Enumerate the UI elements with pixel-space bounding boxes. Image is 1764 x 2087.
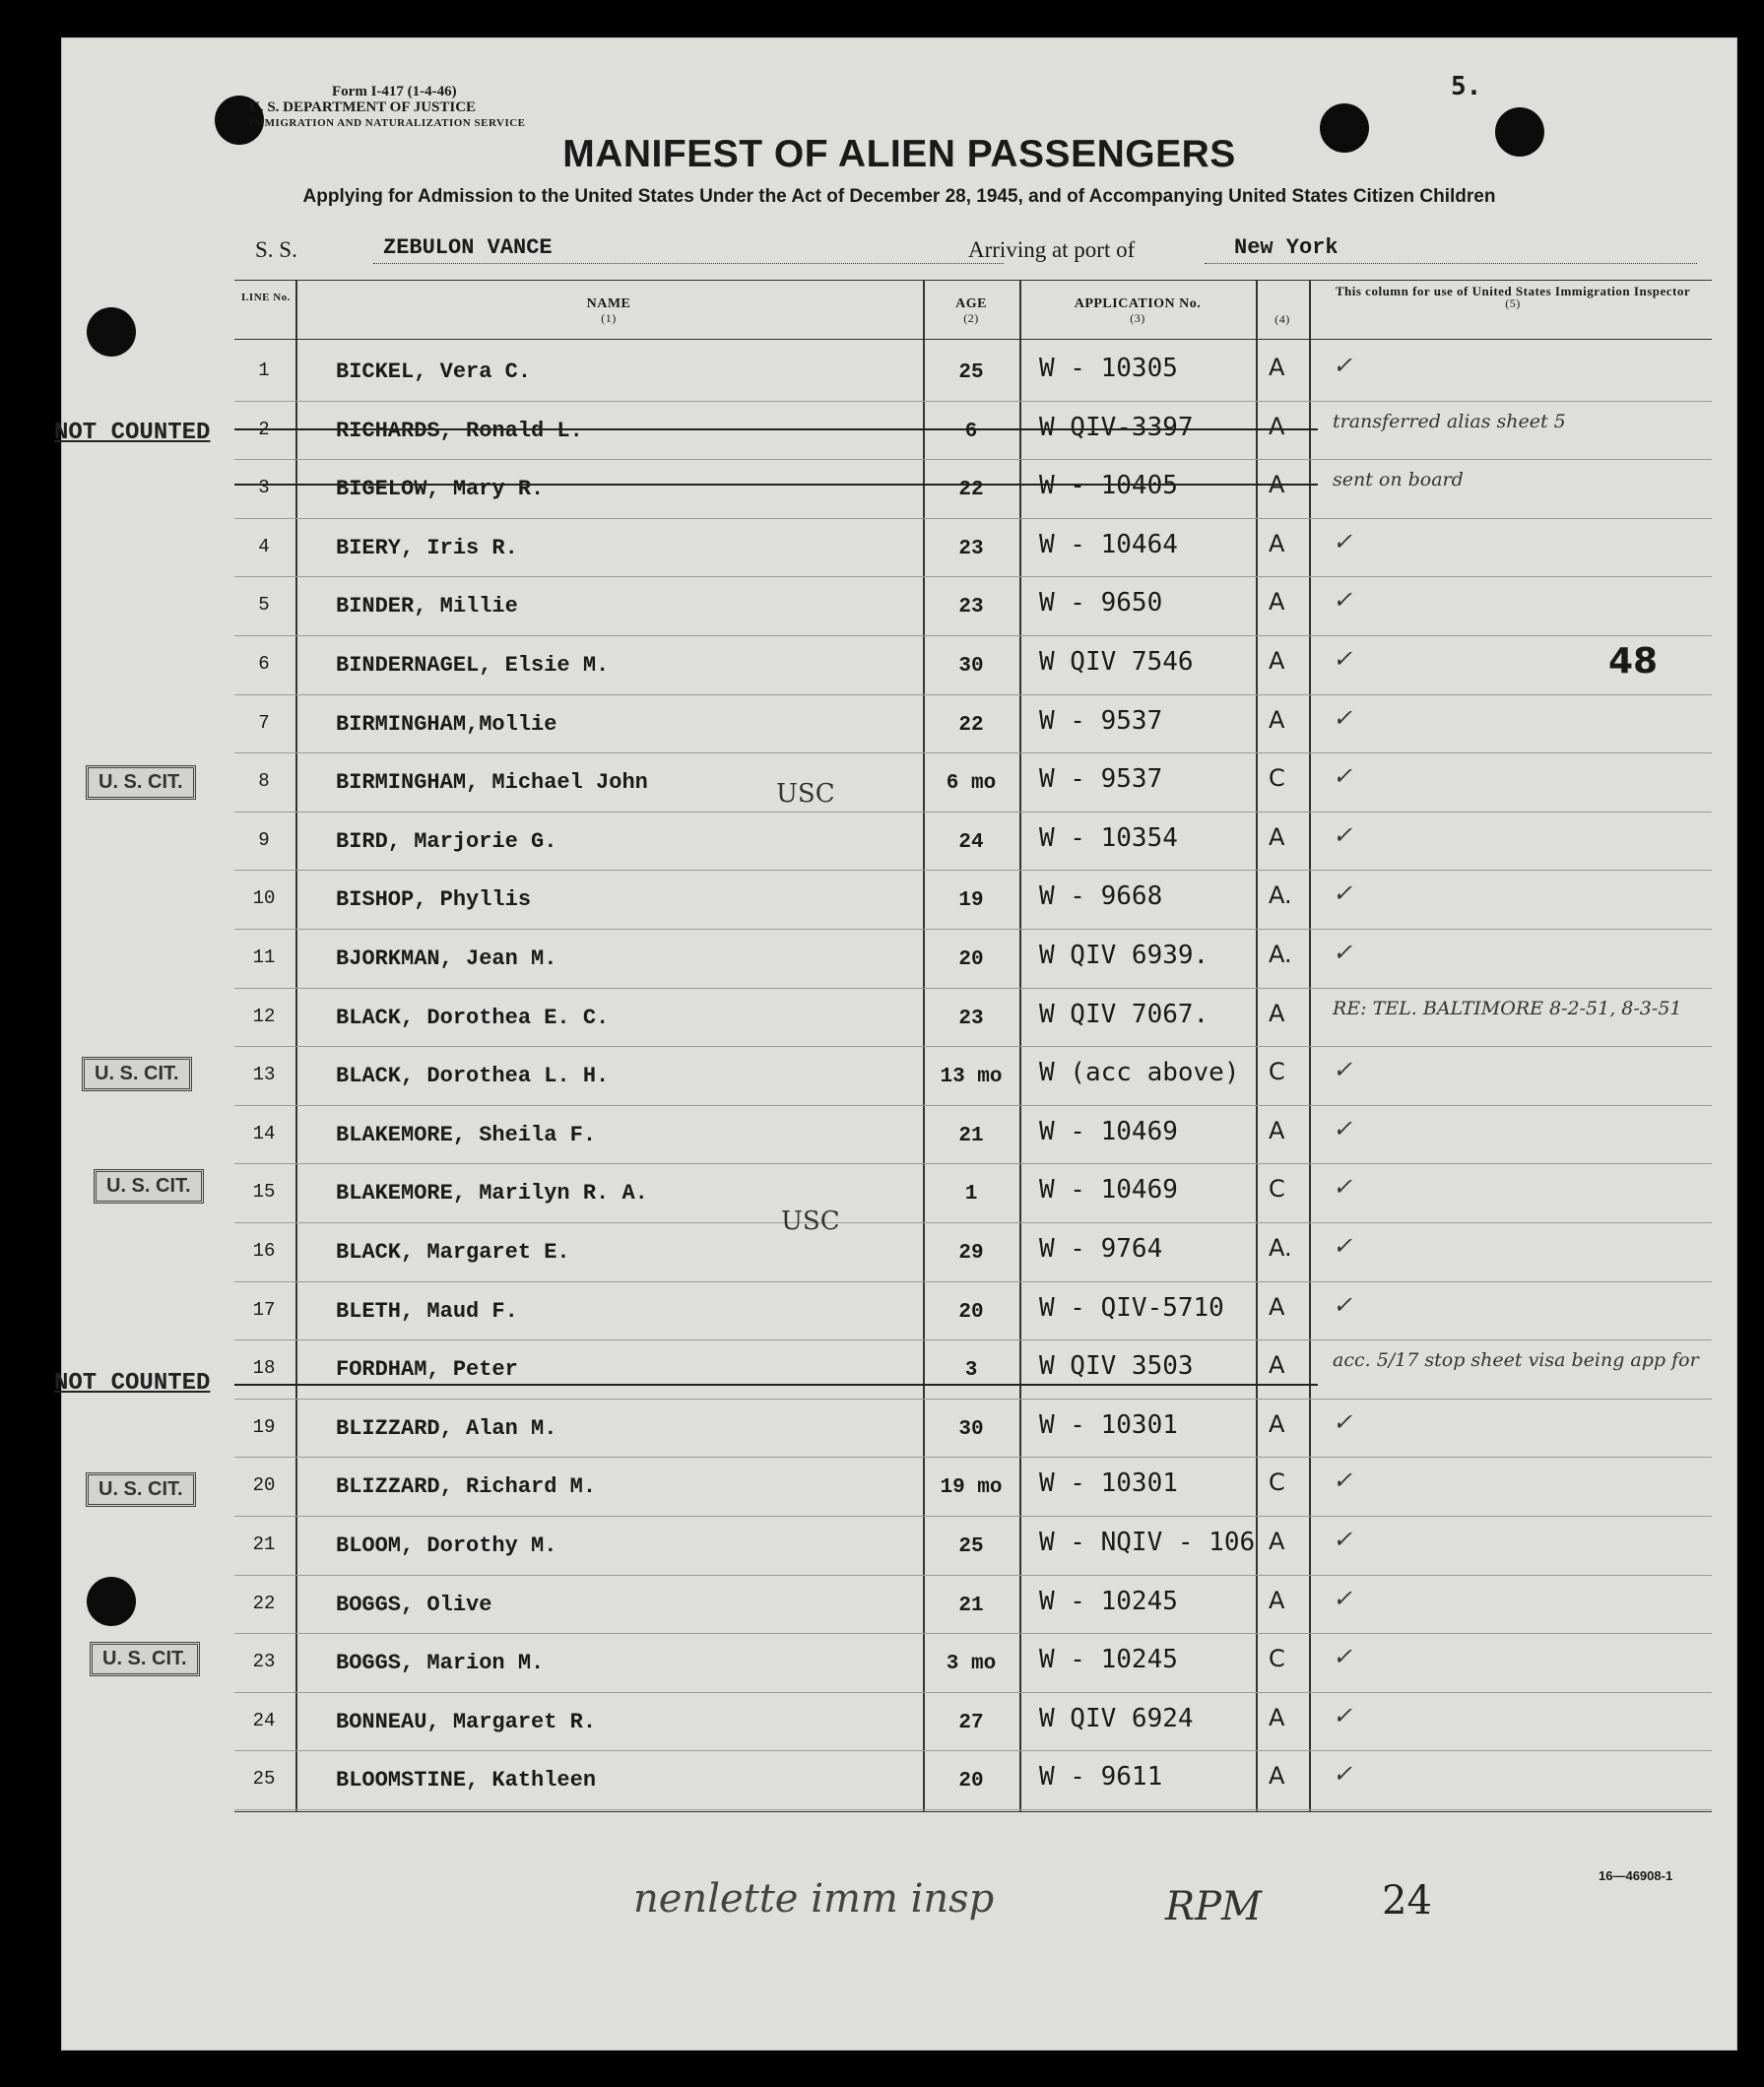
application-number: W - 9611: [1039, 1762, 1163, 1793]
table-bottom-rule: [234, 1811, 1712, 1812]
inspector-note: ✓: [1333, 762, 1353, 791]
strike-row-18: [234, 1384, 1318, 1386]
inspector-note: ✓: [1333, 1173, 1353, 1202]
line-number: 18: [252, 1357, 276, 1380]
row-rule: [234, 1516, 1712, 1517]
class-code: A: [1269, 1528, 1285, 1555]
ship-underline: [373, 263, 1004, 264]
manifest-page: [54, 37, 1737, 2051]
passenger-age: 19 mo: [940, 1476, 1003, 1500]
application-number: W - 10469: [1039, 1116, 1178, 1146]
inspector-note: ✓: [1333, 939, 1353, 966]
header-application: [1021, 296, 1254, 326]
application-number: W - 9764: [1039, 1234, 1163, 1264]
page-title: MANIFEST OF ALIEN PASSENGERS: [562, 133, 1236, 175]
line-number: 4: [258, 535, 270, 557]
passenger-age: 27: [958, 1711, 984, 1734]
inspector-note: ✓: [1333, 1760, 1353, 1789]
row-rule: [234, 1105, 1712, 1106]
line-number: 7: [258, 711, 270, 734]
passenger-age: 30: [958, 1417, 984, 1441]
passenger-age: 3: [964, 1359, 978, 1383]
passenger-name: BIERY, Iris R.: [336, 535, 518, 560]
line-number: 2: [258, 418, 270, 440]
application-number: W - 10245: [1039, 1645, 1178, 1675]
application-number: W - 9650: [1039, 588, 1163, 619]
passenger-age: 25: [958, 361, 984, 384]
not-counted-stamp: NOT COUNTED: [54, 1370, 211, 1397]
line-number: 19: [252, 1415, 276, 1438]
row-rule: [234, 518, 1712, 519]
row-rule: [234, 1046, 1712, 1047]
application-number: W - 10301: [1039, 1409, 1178, 1440]
header-class: [1258, 312, 1307, 327]
passenger-name: BJORKMAN, Jean M.: [336, 946, 557, 971]
table-top-rule: [234, 280, 1712, 281]
department-name: U. S. DEPARTMENT OF JUSTICE: [249, 99, 477, 115]
ship-label: S. S.: [255, 237, 297, 262]
header-application-number: (3): [1130, 311, 1145, 325]
passenger-name: BONNEAU, Margaret R.: [336, 1709, 597, 1734]
line-number: 17: [252, 1298, 276, 1321]
punch-hole-left-lower: [87, 1577, 136, 1626]
passenger-age: 13 mo: [940, 1066, 1003, 1089]
line-number: 23: [252, 1651, 276, 1673]
application-number: W QIV 7546: [1039, 647, 1194, 677]
form-number: Form I-417 (1-4-46): [332, 84, 457, 99]
class-code: A: [1269, 1351, 1285, 1380]
class-code: A: [1269, 471, 1285, 499]
row-rule: [234, 1281, 1712, 1282]
line-number: 13: [252, 1064, 276, 1086]
row-rule: [234, 1575, 1712, 1576]
class-code: C: [1269, 1645, 1285, 1673]
inspector-note: acc. 5/17 stop sheet visa being app for: [1333, 1349, 1699, 1372]
header-line-no-label: LINE No.: [241, 292, 291, 303]
row-rule: [234, 1809, 1712, 1810]
usc-note: USC: [776, 779, 835, 809]
row-rule: [234, 1339, 1712, 1340]
row-rule: [234, 870, 1712, 871]
line-number: 21: [252, 1533, 276, 1555]
row-rule: [234, 1692, 1712, 1693]
class-code: C: [1269, 1058, 1285, 1086]
application-number: W - 10305: [1039, 354, 1178, 383]
header-inspector: [1311, 285, 1715, 310]
row-rule: [234, 401, 1712, 402]
class-code: A: [1269, 1292, 1285, 1321]
class-code: A: [1269, 1762, 1285, 1791]
passenger-age: 1: [964, 1183, 978, 1207]
passenger-age: 23: [958, 1007, 984, 1030]
form-identification: [249, 84, 526, 131]
passenger-name: BINDERNAGEL, Elsie M.: [336, 653, 610, 678]
class-code: A: [1269, 999, 1285, 1027]
inspector-initials: RPM: [1165, 1884, 1262, 1929]
application-number: W QIV 7067.: [1039, 999, 1209, 1029]
row-rule: [234, 812, 1712, 813]
us-citizen-stamp: U. S. CIT.: [86, 765, 196, 800]
class-code: A: [1269, 1409, 1285, 1438]
header-class-number: (4): [1274, 312, 1290, 326]
application-number: W - 10469: [1039, 1175, 1178, 1206]
inspector-note: ✓: [1333, 1701, 1353, 1729]
passenger-name: BICKEL, Vera C.: [336, 359, 532, 384]
inspector-note: ✓: [1333, 586, 1353, 615]
inspector-note: ✓: [1333, 1643, 1353, 1671]
us-citizen-stamp: U. S. CIT.: [94, 1169, 204, 1204]
application-number: W QIV 3503: [1039, 1351, 1194, 1382]
class-code: A.: [1269, 941, 1292, 968]
inspector-note: RE: TEL. BALTIMORE 8-2-51, 8-3-51: [1333, 997, 1682, 1019]
passenger-age: 6: [964, 420, 978, 443]
line-number: 5: [258, 594, 270, 617]
application-number: W - 10405: [1039, 471, 1178, 501]
line-number: 25: [252, 1768, 276, 1791]
port-name: New York: [1234, 235, 1339, 260]
row-rule: [234, 635, 1712, 636]
passenger-name: BINDER, Millie: [336, 594, 518, 620]
passenger-name: BLAKEMORE, Sheila F.: [336, 1122, 597, 1147]
passenger-name: BIRMINGHAM,Mollie: [336, 711, 557, 737]
class-code: A: [1269, 647, 1285, 675]
passenger-age: 20: [958, 948, 984, 971]
class-code: C: [1269, 1175, 1285, 1204]
row-rule: [234, 1750, 1712, 1751]
inspector-note: ✓: [1333, 1232, 1353, 1260]
inspector-note: ✓: [1333, 1526, 1353, 1553]
inspector-signature: nenlette imm insp: [633, 1876, 995, 1922]
class-code: A: [1269, 705, 1285, 734]
passenger-age: 24: [958, 830, 984, 854]
line-number: 3: [258, 477, 270, 499]
service-name: IMMIGRATION AND NATURALIZATION SERVICE: [249, 117, 526, 129]
passenger-total: 48: [1608, 641, 1659, 682]
row-rule: [234, 1222, 1712, 1223]
passenger-age: 22: [958, 479, 984, 502]
passenger-age: 19: [958, 889, 984, 913]
passenger-age: 23: [958, 596, 984, 620]
row-rule: [234, 929, 1712, 930]
inspector-note: ✓: [1333, 1056, 1353, 1084]
passenger-age: 23: [958, 537, 984, 560]
us-citizen-stamp: U. S. CIT.: [82, 1057, 192, 1091]
line-number: 11: [252, 946, 276, 968]
application-number: W - QIV-5710: [1039, 1292, 1224, 1323]
line-number: 9: [258, 828, 270, 851]
passenger-name: BLIZZARD, Richard M.: [336, 1474, 597, 1500]
row-rule: [234, 459, 1712, 460]
header-line-no: [237, 291, 294, 305]
inspector-note: ✓: [1333, 1407, 1353, 1436]
header-name-number: (1): [601, 311, 617, 325]
usc-note: USC: [781, 1207, 840, 1236]
row-rule: [234, 1633, 1712, 1634]
inspector-note: ✓: [1333, 880, 1353, 908]
passenger-name: BLACK, Dorothea L. H.: [336, 1064, 610, 1089]
line-number: 12: [252, 1005, 276, 1027]
punch-hole-left-upper: [87, 307, 136, 357]
ship-name: ZEBULON VANCE: [383, 235, 553, 260]
application-number: W QIV 6924: [1039, 1703, 1194, 1733]
arriving-label: Arriving at port of: [968, 237, 1136, 262]
inspector-note: transferred alias sheet 5: [1333, 410, 1566, 432]
class-code: A: [1269, 1703, 1285, 1731]
application-number: W - NQIV - 106: [1039, 1528, 1256, 1557]
passenger-name: BISHOP, Phyllis: [336, 887, 532, 913]
header-application-label: APPLICATION No.: [1074, 296, 1202, 311]
passenger-name: BOGGS, Olive: [336, 1592, 492, 1617]
us-citizen-stamp: U. S. CIT.: [86, 1472, 196, 1507]
line-number: 8: [258, 770, 270, 793]
row-rule: [234, 988, 1712, 989]
passenger-name: BLACK, Margaret E.: [336, 1240, 570, 1265]
passenger-name: BLAKEMORE, Marilyn R. A.: [336, 1181, 648, 1207]
class-code: A: [1269, 588, 1285, 617]
inspector-note: ✓: [1333, 527, 1353, 555]
passenger-name: BOGGS, Marion M.: [336, 1651, 545, 1676]
line-number: 1: [258, 359, 270, 381]
passenger-name: BLOOMSTINE, Kathleen: [336, 1768, 597, 1794]
passenger-age: 20: [958, 1300, 984, 1324]
application-number: W (acc above): [1039, 1058, 1240, 1088]
application-number: W - 10301: [1039, 1468, 1178, 1499]
strike-row-2: [234, 428, 1318, 430]
class-code: C: [1269, 764, 1285, 793]
inspector-note: ✓: [1333, 645, 1353, 673]
line-number: 22: [252, 1592, 276, 1614]
passenger-age: 22: [958, 713, 984, 737]
header-age-number: (2): [963, 311, 979, 325]
line-number: 24: [252, 1709, 276, 1731]
row-rule: [234, 1399, 1712, 1400]
inspector-note: ✓: [1333, 1290, 1353, 1319]
passenger-age: 21: [958, 1594, 984, 1617]
line-number: 20: [252, 1474, 276, 1497]
header-inspector-label: This column for use of United States Immigration Inspector: [1335, 284, 1691, 298]
us-citizen-stamp: U. S. CIT.: [90, 1642, 200, 1676]
class-code: A: [1269, 1116, 1285, 1144]
row-rule: [234, 694, 1712, 695]
table-header-rule: [234, 339, 1712, 340]
application-number: W QIV 6939.: [1039, 941, 1209, 970]
class-code: A: [1269, 529, 1285, 557]
application-number: W - 9537: [1039, 705, 1163, 736]
inspector-note: ✓: [1333, 703, 1353, 732]
inspector-note: ✓: [1333, 820, 1353, 849]
passenger-age: 3 mo: [946, 1653, 997, 1676]
passenger-age: 30: [958, 655, 984, 678]
application-number: W - 9668: [1039, 881, 1163, 912]
passenger-age: 29: [958, 1242, 984, 1265]
row-rule: [234, 752, 1712, 753]
passenger-name: BIRD, Marjorie G.: [336, 828, 557, 854]
class-code: A: [1269, 1586, 1285, 1614]
class-code: A.: [1269, 1234, 1292, 1262]
page-subtitle: Applying for Admission to the United States Under the Act of December 28, 1945, and of Accompanying United States Citizen Children: [302, 186, 1496, 207]
passenger-name: BLIZZARD, Alan M.: [336, 1415, 557, 1441]
row-rule: [234, 576, 1712, 577]
class-code: A: [1269, 822, 1285, 851]
inspector-note: ✓: [1333, 352, 1353, 379]
passenger-name: BLETH, Maud F.: [336, 1298, 518, 1324]
passenger-name: BIRMINGHAM, Michael John: [336, 770, 648, 796]
line-number: 15: [252, 1181, 276, 1204]
passenger-name: BIGELOW, Mary R.: [336, 477, 545, 502]
passenger-age: 25: [958, 1535, 984, 1558]
port-underline: [1205, 263, 1697, 264]
strike-row-3: [234, 484, 1318, 486]
inspector-note: sent on board: [1333, 469, 1464, 491]
passenger-age: 6 mo: [946, 772, 997, 796]
class-code: A: [1269, 354, 1285, 381]
passenger-name: BLOOM, Dorothy M.: [336, 1533, 557, 1558]
passenger-name: FORDHAM, Peter: [336, 1357, 518, 1383]
inspector-note: ✓: [1333, 1114, 1353, 1142]
passenger-age: 20: [958, 1770, 984, 1794]
passenger-name: RICHARDS, Ronald L.: [336, 418, 583, 443]
line-number: 6: [258, 653, 270, 675]
passenger-name: BLACK, Dorothea E. C.: [336, 1005, 610, 1030]
header-age-label: AGE: [955, 296, 987, 311]
inspector-note: ✓: [1333, 1584, 1353, 1612]
header-name-label: NAME: [586, 296, 631, 311]
inspector-note: ✓: [1333, 1467, 1353, 1495]
footer-number: 24: [1382, 1878, 1432, 1924]
page-number: 5.: [1451, 72, 1482, 101]
not-counted-stamp: NOT COUNTED: [54, 420, 211, 446]
row-rule: [234, 1457, 1712, 1458]
header-name: [298, 296, 919, 326]
row-rule: [234, 1163, 1712, 1164]
application-number: W QIV-3397: [1039, 412, 1194, 442]
header-inspector-number: (5): [1505, 296, 1521, 310]
form-code: 16—46908-1: [1599, 1868, 1673, 1883]
class-code: A.: [1269, 881, 1292, 910]
passenger-age: 21: [958, 1124, 984, 1147]
application-number: W - 10354: [1039, 822, 1178, 853]
line-number: 10: [252, 887, 276, 910]
application-number: W - 10464: [1039, 529, 1178, 559]
class-code: A: [1269, 412, 1285, 440]
application-number: W - 10245: [1039, 1586, 1178, 1616]
line-number: 16: [252, 1240, 276, 1262]
class-code: C: [1269, 1468, 1285, 1497]
application-number: W - 9537: [1039, 764, 1163, 795]
line-number: 14: [252, 1122, 276, 1144]
header-age: [925, 296, 1017, 326]
